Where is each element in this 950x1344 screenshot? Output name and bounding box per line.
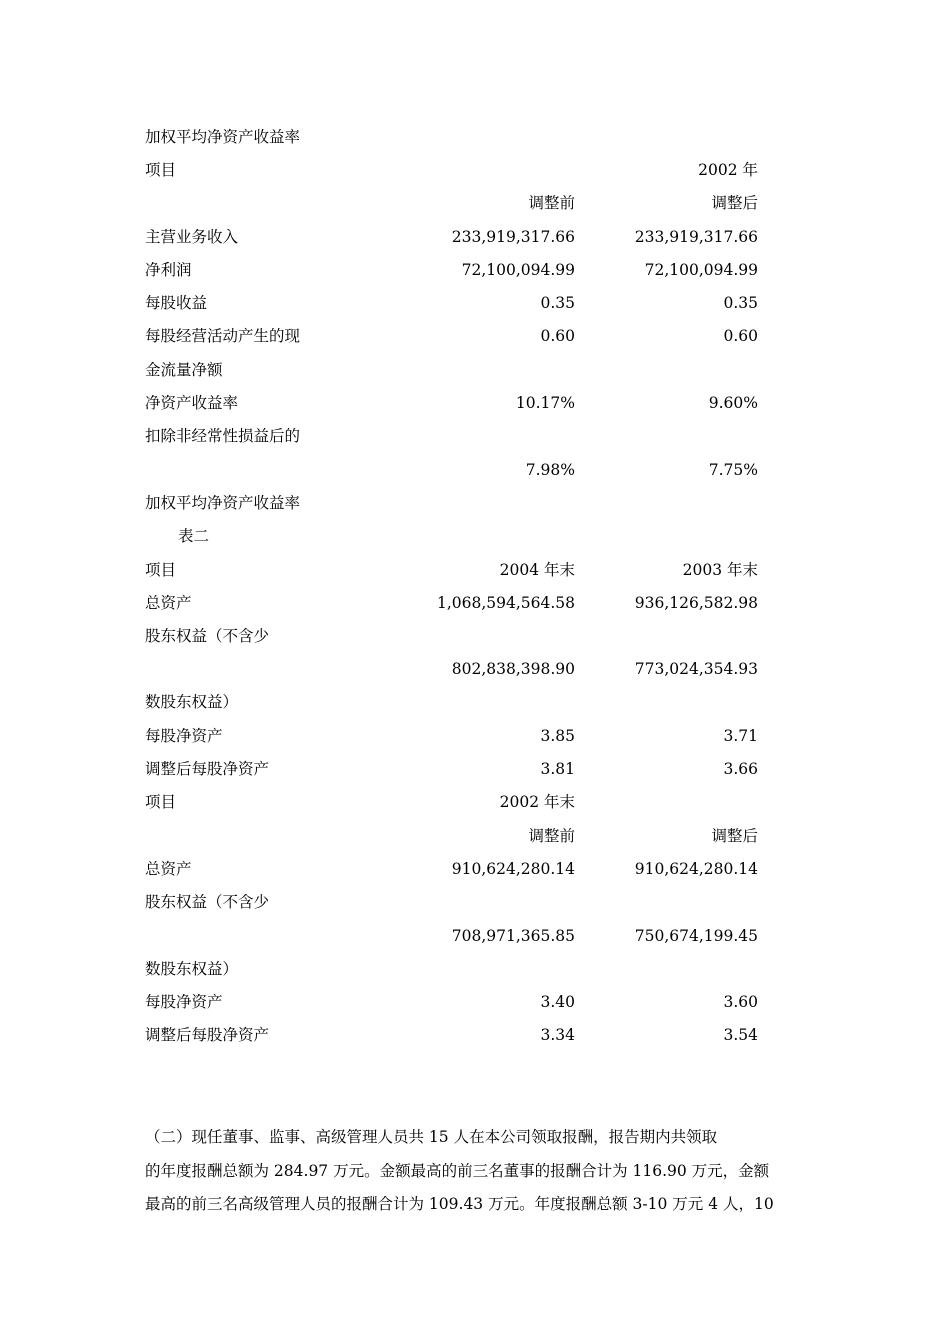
table-row xyxy=(145,227,765,260)
cell-value-after: 233,919,317.66 xyxy=(634,228,758,246)
row-label: 总资产 xyxy=(145,860,192,878)
cell-value-after: 72,100,094.99 xyxy=(644,261,758,279)
row-label: 项目 xyxy=(145,561,177,579)
cell-value-2004: 3.81 xyxy=(540,760,575,778)
column-header-2002: 2002 年末 xyxy=(499,793,575,811)
remuneration-paragraph xyxy=(145,1121,805,1222)
column-header-2003: 2003 年末 xyxy=(682,561,758,579)
row-label: 每股收益 xyxy=(145,294,208,312)
cell-value-2003: 3.71 xyxy=(723,727,758,745)
row-label: 调整后每股净资产 xyxy=(145,1026,270,1044)
row-label: 项目 xyxy=(145,793,177,811)
row-label: 数股东权益） xyxy=(145,960,239,978)
cell-value-2004: 1,068,594,564.58 xyxy=(436,594,575,612)
cell-value-before: 10.17% xyxy=(515,394,575,412)
column-header-2004: 2004 年末 xyxy=(499,561,575,579)
row-label: 每股净资产 xyxy=(145,727,223,745)
cell-value-2003: 3.66 xyxy=(723,760,758,778)
row-label: 净利润 xyxy=(145,261,192,279)
row-label: 主营业务收入 xyxy=(145,228,239,246)
row-label: 加权平均净资产收益率 xyxy=(145,128,301,146)
row-label: 项目 xyxy=(145,161,177,179)
table-row xyxy=(145,393,765,426)
table-caption: 表二 xyxy=(178,527,210,545)
cell-value-after: 910,624,280.14 xyxy=(634,860,758,878)
table-subheader-row xyxy=(145,826,765,859)
paragraph-line: 的年度报酬总额为 284.97 万元。金额最高的前三名董事的报酬合计为 116.90 万元，金额 xyxy=(145,1161,770,1180)
table-header-row xyxy=(145,560,765,593)
column-header-after: 调整后 xyxy=(711,827,758,845)
column-header-after: 调整后 xyxy=(711,194,758,212)
cell-value-after: 750,674,199.45 xyxy=(634,927,758,945)
row-label: 每股经营活动产生的现 xyxy=(145,327,301,345)
table-subheader-row xyxy=(145,193,765,226)
table-row xyxy=(145,659,765,692)
table-row xyxy=(145,493,765,526)
table-row xyxy=(145,759,765,792)
row-label: 加权平均净资产收益率 xyxy=(145,494,301,512)
table-row xyxy=(145,859,765,892)
row-label: 总资产 xyxy=(145,594,192,612)
table-row xyxy=(145,426,765,459)
row-label: 扣除非经常性损益后的 xyxy=(145,427,301,445)
row-label: 金流量净额 xyxy=(145,361,223,379)
cell-value-before: 72,100,094.99 xyxy=(461,261,575,279)
row-label: 股东权益（不含少 xyxy=(145,627,270,645)
cell-value-before: 0.60 xyxy=(540,327,575,345)
table-row xyxy=(145,293,765,326)
table-row xyxy=(145,726,765,759)
cell-value-before: 3.40 xyxy=(540,993,575,1011)
cell-value-after: 3.54 xyxy=(723,1026,758,1044)
cell-value-2004: 3.85 xyxy=(540,727,575,745)
table-row xyxy=(145,593,765,626)
cell-value-before: 0.35 xyxy=(540,294,575,312)
cell-value-after: 7.75% xyxy=(708,461,758,479)
table-row xyxy=(145,260,765,293)
cell-value-after: 0.35 xyxy=(723,294,758,312)
table-header-row xyxy=(145,160,765,193)
cell-value-after: 0.60 xyxy=(723,327,758,345)
column-header-2002: 2002 年 xyxy=(698,161,758,179)
table-row xyxy=(145,127,765,160)
cell-value-2003: 773,024,354.93 xyxy=(634,660,758,678)
table-header-row xyxy=(145,792,765,825)
column-header-before: 调整前 xyxy=(528,194,575,212)
table-row xyxy=(145,1025,765,1058)
cell-value-before: 233,919,317.66 xyxy=(451,228,575,246)
cell-value-2004: 802,838,398.90 xyxy=(451,660,575,678)
table-row xyxy=(145,326,765,359)
cell-value-before: 708,971,365.85 xyxy=(451,927,575,945)
column-header-before: 调整前 xyxy=(528,827,575,845)
table-row xyxy=(145,926,765,959)
table-row xyxy=(145,959,765,992)
table-row xyxy=(145,692,765,725)
cell-value-2003: 936,126,582.98 xyxy=(634,594,758,612)
cell-value-after: 9.60% xyxy=(708,394,758,412)
cell-value-before: 3.34 xyxy=(540,1026,575,1044)
table-row xyxy=(145,892,765,925)
row-label: 股东权益（不含少 xyxy=(145,893,270,911)
paragraph-line: （二）现任董事、监事、高级管理人员共 15 人在本公司领取报酬，报告期内共领取 xyxy=(145,1128,718,1146)
cell-value-before: 7.98% xyxy=(525,461,575,479)
paragraph-line: 最高的前三名高级管理人员的报酬合计为 109.43 万元。年度报酬总额 3-10 万元 4 人，10 xyxy=(145,1195,774,1213)
table-row xyxy=(145,992,765,1025)
row-label: 每股净资产 xyxy=(145,993,223,1011)
table-caption-row xyxy=(145,526,765,559)
cell-value-after: 3.60 xyxy=(723,993,758,1011)
table-row xyxy=(145,626,765,659)
row-label: 数股东权益） xyxy=(145,693,239,711)
table-row xyxy=(145,460,765,493)
table-row xyxy=(145,360,765,393)
cell-value-before: 910,624,280.14 xyxy=(451,860,575,878)
row-label: 调整后每股净资产 xyxy=(145,760,270,778)
row-label: 净资产收益率 xyxy=(145,394,239,412)
